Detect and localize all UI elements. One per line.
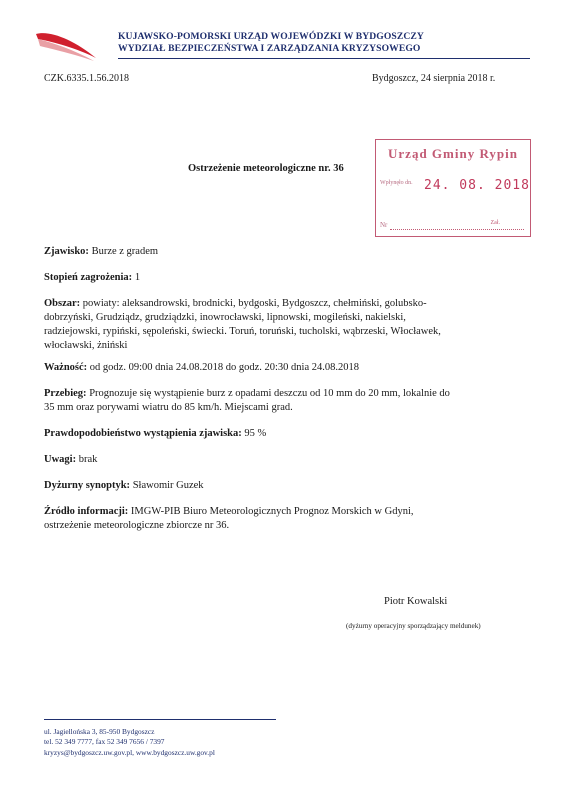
validity-label: Ważność: (44, 362, 88, 373)
field-phenomenon (44, 245, 506, 259)
field-validity (44, 361, 506, 375)
footer-web: kryzys@bydgoszcz.uw.gov.pl, www.bydgoszcz.uw.gov.pl (44, 747, 215, 757)
field-probability (44, 427, 506, 441)
office-logo (34, 28, 98, 68)
phenomenon-value: Burze z gradem (91, 246, 159, 257)
stamp-received-label: Wpłynęło dn. (380, 180, 413, 186)
org-line-1: KUJAWSKO-POMORSKI URZĄD WOJEWÓDZKI W BYDGOSZCZY (118, 31, 424, 42)
signature-name: Piotr Kowalski (384, 596, 448, 607)
reference-number: CZK.6335.1.56.2018 (44, 73, 129, 84)
footer-phone: tel. 52 349 7777, fax 52 349 7656 / 7397 (44, 737, 165, 747)
stamp-title: Urząd Gminy Rypin (388, 146, 518, 161)
org-line-2: WYDZIAŁ BEZPIECZEŃSTWA I ZARZĄDZANIA KRYZYSOWEGO (118, 43, 421, 54)
received-stamp (375, 139, 531, 237)
area-line-2: dobrzyński, Grudziądz, grudziądzki, inowrocławski, lipnowski, mogileński, nakielski, (44, 312, 406, 323)
area-line-3: radziejowski, rypiński, sępoleński, świecki. Toruń, toruński, tucholski, wąbrzeski, Włocławek, (44, 326, 441, 337)
footer (44, 727, 215, 758)
footer-rule (44, 719, 276, 720)
remarks-label: Uwagi: (44, 454, 77, 465)
field-course (44, 387, 506, 415)
source-line-2: ostrzeżenie meteorologiczne zbiorcze nr 36. (44, 520, 230, 531)
phenomenon-label: Zjawisko: (44, 246, 89, 257)
field-area (44, 297, 506, 353)
stamp-number-label: Nr (380, 221, 388, 229)
place-date: Bydgoszcz, 24 sierpnia 2018 r. (372, 73, 496, 84)
remarks-value: brak (78, 454, 98, 465)
level-value: 1 (134, 272, 141, 283)
stamp-attachment-label: Zał. (490, 220, 500, 226)
source-line-1: IMGW-PIB Biuro Meteorologicznych Prognoz Morskich w Gdyni, (130, 506, 414, 517)
course-line-1: Prognozuje się wystąpienie burz z opadami deszczu od 10 mm do 20 mm, lokalnie do (89, 388, 450, 399)
course-label: Przebieg: (44, 388, 87, 399)
source-label: Źródło informacji: (44, 506, 129, 517)
signature-role: (dyżurny operacyjny sporządzający meldunek) (346, 622, 481, 630)
forecaster-value: Sławomir Guzek (132, 480, 204, 491)
field-source (44, 505, 506, 533)
stamp-received-date: 24. 08. 2018 (424, 178, 530, 193)
field-forecaster (44, 479, 506, 493)
stamp-number-line (390, 229, 524, 230)
validity-value: od godz. 09:00 dnia 24.08.2018 do godz. 20:30 dnia 24.08.2018 (89, 362, 359, 373)
probability-value: 95 % (244, 428, 267, 439)
forecaster-label: Dyżurny synoptyk: (44, 480, 131, 491)
document-title: Ostrzeżenie meteorologiczne nr. 36 (188, 163, 344, 174)
area-line-1: powiaty: aleksandrowski, brodnicki, bydgoski, Bydgoszcz, chełmiński, golubsko- (82, 298, 427, 309)
organization-name (118, 31, 424, 55)
footer-address: ul. Jagiellońska 3, 85-950 Bydgoszcz (44, 727, 155, 736)
field-level (44, 271, 506, 285)
probability-label: Prawdopodobieństwo wystąpienia zjawiska: (44, 428, 242, 439)
field-remarks (44, 453, 506, 467)
header-rule (118, 58, 530, 59)
area-label: Obszar: (44, 298, 81, 309)
course-line-2: 35 mm oraz porywami wiatru do 85 km/h. Miejscami grad. (44, 402, 293, 413)
area-line-4: włocławski, żniński (44, 340, 128, 351)
level-label: Stopień zagrożenia: (44, 272, 133, 283)
